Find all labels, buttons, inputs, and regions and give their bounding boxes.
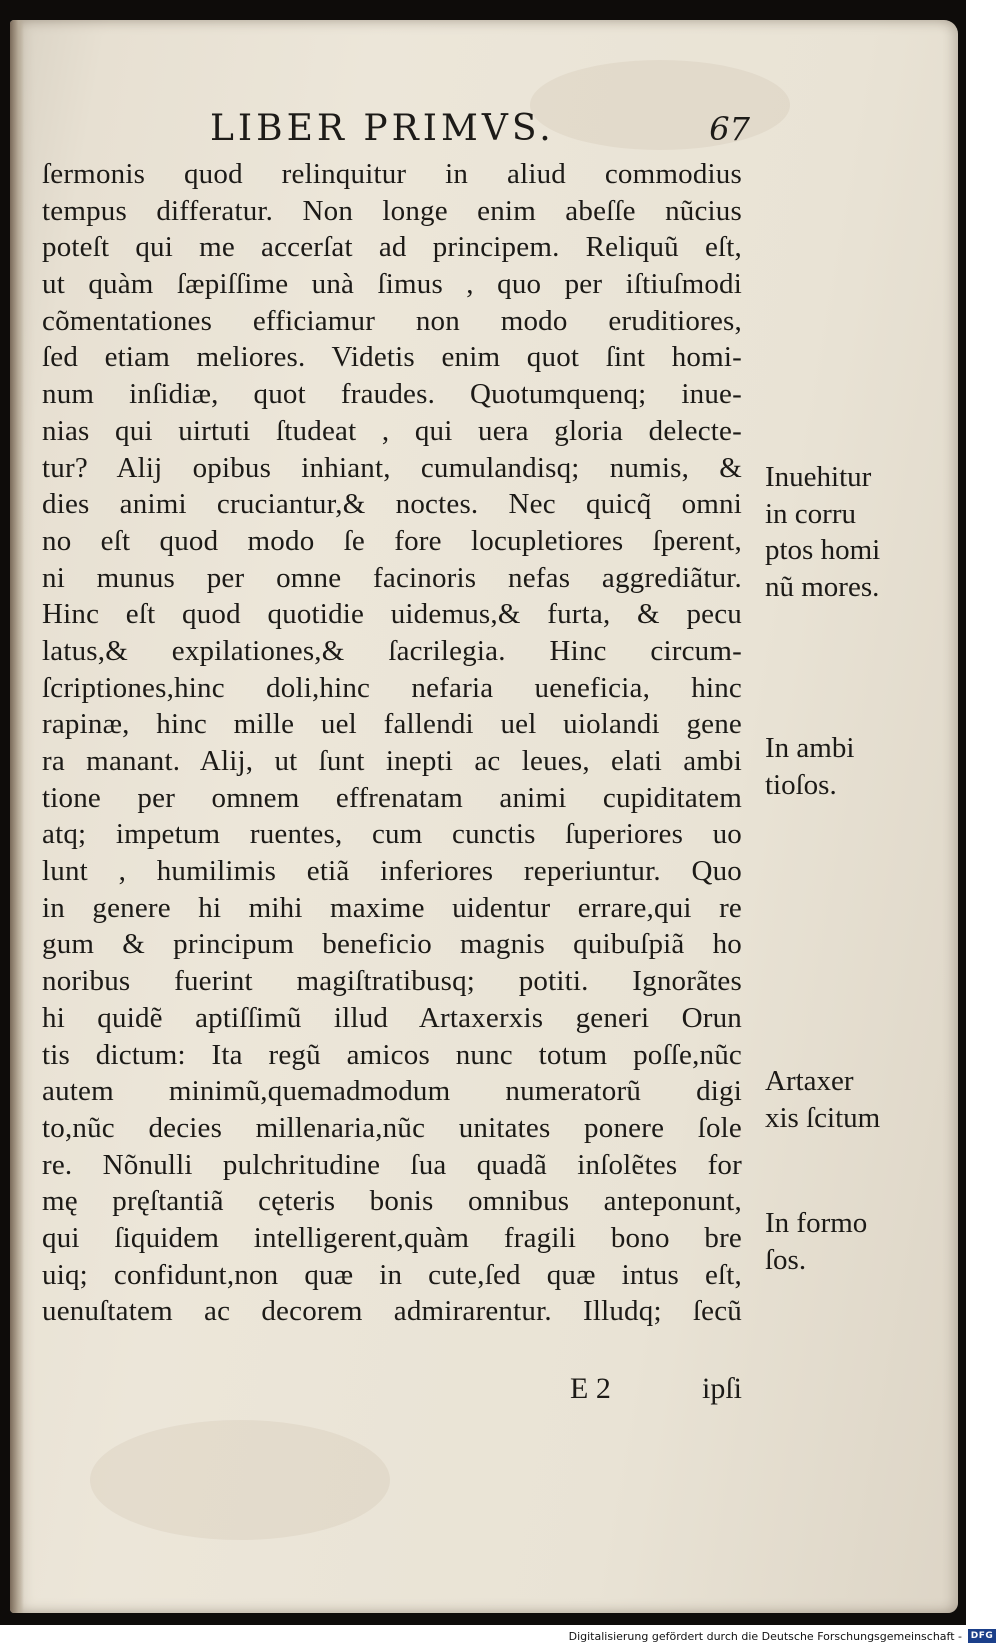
text-line: nias qui uirtuti ſtudeat , qui uera gloria delecte- <box>42 414 742 447</box>
margin-note-line: xis ſcitum <box>765 1101 881 1134</box>
margin-note-line: In formo <box>765 1207 868 1239</box>
text-line: re. Nõnulli pulchritudine ſua quadã inſolẽtes for <box>42 1148 742 1181</box>
margin-note <box>765 1205 935 1278</box>
margin-note-line: In ambi <box>765 732 855 764</box>
text-line: tur? Alij opibus inhiant, cumulandisq; numis, & <box>42 451 742 484</box>
paper-stain <box>90 1420 390 1540</box>
text-line: num inſidiæ, quot fraudes. Quotumquenq; inue- <box>42 378 742 411</box>
text-line: ſcriptiones,hinc doli,hinc nefaria ueneficia, hinc <box>42 671 742 704</box>
margin-note-line: Artaxer <box>765 1065 854 1097</box>
text-line: ni munus per omne facinoris nefas aggrediãtur. <box>42 561 742 594</box>
signature-mark: E 2 <box>570 1372 611 1405</box>
text-line: mę pręſtantiã cęteris bonis omnibus anteponunt, <box>42 1185 742 1218</box>
margin-note-line: Inuehitur <box>765 461 872 493</box>
text-line: Hinc eſt quod quotidie uidemus,& furta, & pecu <box>42 598 742 631</box>
text-line: in genere hi mihi maxime uidentur errare,qui re <box>42 891 742 924</box>
text-line: autem minimũ,quemadmodum numeratorũ digi <box>42 1075 742 1108</box>
margin-note-line: in corru <box>765 497 856 530</box>
margin-note <box>765 1063 935 1136</box>
text-line: poteſt qui me accerſat ad principem. Reliquũ eſt, <box>42 231 742 264</box>
book-page <box>10 20 958 1613</box>
margin-note-line: nũ mores. <box>765 571 880 604</box>
folio-number: 67 <box>709 110 750 148</box>
catchword: ipſi <box>701 1372 742 1405</box>
text-line: ſed etiam meliores. Videtis enim quot ſint homi- <box>42 341 742 374</box>
text-line: tis dictum: Ita regũ amicos nunc totum poſſe,nũc <box>42 1038 742 1071</box>
text-line: atq; impetum ruentes, cum cunctis ſuperiores uo <box>42 818 742 851</box>
text-line: hi quidẽ aptiſſimũ illud Artaxerxis generi Orun <box>42 1001 742 1034</box>
margin-note <box>765 459 935 606</box>
text-line: noribus fuerint magiſtratibusq; potiti. Ignorãtes <box>42 965 742 998</box>
body-text <box>42 156 742 1330</box>
text-line: uiq; confidunt,non quæ in cute,ſed quæ intus eſt, <box>42 1258 742 1291</box>
text-line: dies animi cruciantur,& noctes. Nec quicq̃ omni <box>42 488 742 521</box>
text-line: rapinæ, hinc mille uel fallendi uel uiolandi gene <box>42 708 742 741</box>
margin-note-line: ptos homi <box>765 534 881 567</box>
margin-note <box>765 730 935 803</box>
dfg-logo: DFG <box>968 1629 996 1643</box>
text-line: to,nũc decies millenaria,nũc unitates ponere ſole <box>42 1111 742 1144</box>
text-line: tione per omnem effrenatam animi cupiditatem <box>42 781 742 814</box>
digitization-credit: Digitalisierung gefördert durch die Deutsche Forschungsgemeinschaft - <box>568 1630 962 1643</box>
margin-note-line: tioſos. <box>765 768 837 801</box>
text-line: no eſt quod modo ſe fore locupletiores ſperent, <box>42 524 742 557</box>
text-line: cõmentationes efficiamur non modo eruditiores, <box>42 304 742 337</box>
text-line: latus,& expilationes,& ſacrilegia. Hinc circum- <box>42 634 742 667</box>
text-line: ſermonis quod relinquitur in aliud commodius <box>42 158 742 190</box>
text-line: tempus differatur. Non longe enim abeſſe nũcius <box>42 194 742 227</box>
text-line: uenuſtatem ac decorem admirarentur. Illudq; ſecũ <box>42 1295 742 1328</box>
catch-line <box>570 1372 750 1412</box>
text-line: ra manant. Alij, ut ſunt inepti ac leues, elati ambi <box>42 745 742 777</box>
running-head: LIBER PRIMVS. <box>210 108 555 149</box>
text-line: gum & principum beneficio magnis quibuſpiã ho <box>42 928 742 961</box>
text-line: lunt , humilimis etiã inferiores reperiuntur. Quo <box>42 855 742 888</box>
text-line: qui ſiquidem intelligerent,quàm fragili bono bre <box>42 1221 742 1254</box>
text-line: ut quàm ſæpiſſime unà ſimus , quo per iſtiuſmodi <box>42 268 742 301</box>
page-header <box>210 108 750 158</box>
margin-note-line: ſos. <box>765 1243 807 1276</box>
page-gutter-shadow <box>10 20 24 1613</box>
margin-notes <box>765 20 935 1613</box>
